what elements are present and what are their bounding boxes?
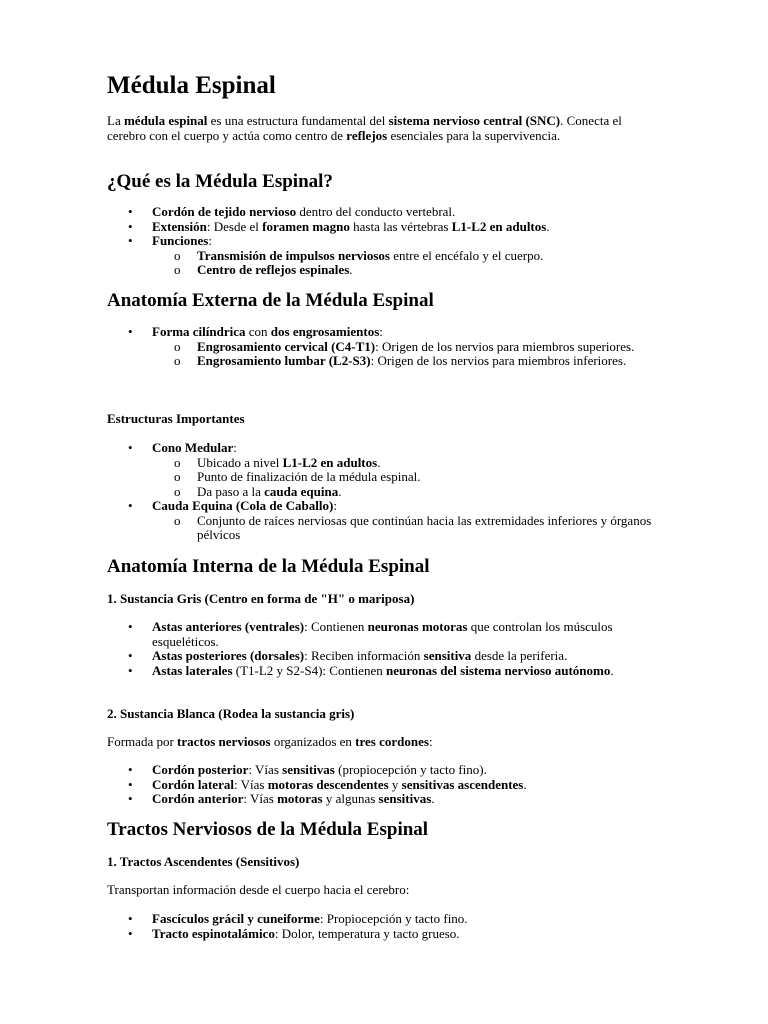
- list-subitem: o Transmisión de impulsos nerviosos entre el encéfalo y el cuerpo.: [107, 249, 667, 264]
- list-item: • Extensión: Desde el foramen magno hasta las vértebras L1-L2 en adultos.: [107, 220, 667, 235]
- list-item: • Fascículos grácil y cuneiforme: Propiocepción y tacto fino.: [107, 912, 667, 927]
- list-item: • Cono Medular:: [107, 441, 667, 456]
- list-estructuras: [107, 441, 667, 543]
- section-heading-que-es: ¿Qué es la Médula Espinal?: [107, 171, 333, 192]
- list-subitem: o Ubicado a nivel L1-L2 en adultos.: [107, 456, 667, 471]
- list-item: • Cordón anterior: Vías motoras y algunas sensitivas.: [107, 792, 667, 807]
- list-item: • Cordón de tejido nervioso dentro del conducto vertebral.: [107, 205, 667, 220]
- list-item: • Cordón posterior: Vías sensitivas (propiocepción y tacto fino).: [107, 763, 667, 778]
- paragraph-sustancia-blanca: Formada por tractos nerviosos organizados en tres cordones:: [107, 734, 433, 749]
- subheading-sustancia-gris: 1. Sustancia Gris (Centro en forma de "H" o mariposa): [107, 591, 415, 606]
- list-tractos-ascendentes: [107, 912, 667, 941]
- list-subitem: o Engrosamiento cervical (C4-T1): Origen de los nervios para miembros superiores.: [107, 340, 637, 355]
- paragraph-tractos: Transportan información desde el cuerpo hacia el cerebro:: [107, 882, 410, 897]
- section-heading-anatomia-externa: Anatomía Externa de la Médula Espinal: [107, 290, 434, 311]
- list-subitem: o Centro de reflejos espinales.: [107, 263, 667, 278]
- subheading-tractos-ascendentes: 1. Tractos Ascendentes (Sensitivos): [107, 854, 300, 869]
- list-anatomia-externa: [107, 325, 637, 369]
- list-item: • Funciones:: [107, 234, 667, 249]
- list-subitem: o Punto de finalización de la médula espinal.: [107, 470, 667, 485]
- list-item: • Cauda Equina (Cola de Caballo):: [107, 499, 667, 514]
- section-heading-tractos: Tractos Nerviosos de la Médula Espinal: [107, 819, 429, 840]
- intro-paragraph: La médula espinal es una estructura fundamental del sistema nervioso central (SNC). Conecta el cerebro con el cuerpo y actúa como centro de reflejos esenciales para la supervivencia.: [107, 113, 622, 143]
- list-item: • Astas laterales (T1-L2 y S2-S4): Contienen neuronas del sistema nervioso autónomo.: [107, 664, 637, 679]
- list-subitem: o Conjunto de raíces nerviosas que continúan hacia las extremidades inferiores y órganos pélvicos: [107, 514, 667, 543]
- list-sustancia-gris: [107, 620, 637, 678]
- list-subitem: o Da paso a la cauda equina.: [107, 485, 667, 500]
- subheading-sustancia-blanca: 2. Sustancia Blanca (Rodea la sustancia gris): [107, 706, 355, 721]
- list-item: • Forma cilíndrica con dos engrosamientos:: [107, 325, 637, 340]
- list-subitem: o Engrosamiento lumbar (L2-S3): Origen de los nervios para miembros inferiores.: [107, 354, 637, 369]
- section-heading-anatomia-interna: Anatomía Interna de la Médula Espinal: [107, 556, 430, 577]
- list-cordones: [107, 763, 667, 807]
- list-que-es: [107, 205, 667, 278]
- page-title: Médula Espinal: [107, 72, 276, 99]
- subheading-estructuras: Estructuras Importantes: [107, 411, 245, 426]
- list-item: • Cordón lateral: Vías motoras descendentes y sensitivas ascendentes.: [107, 778, 667, 793]
- list-item: • Tracto espinotalámico: Dolor, temperatura y tacto grueso.: [107, 927, 667, 942]
- list-item: • Astas anteriores (ventrales): Contienen neuronas motoras que controlan los músculos esqueléticos.: [107, 620, 637, 649]
- list-item: • Astas posteriores (dorsales): Reciben información sensitiva desde la periferia.: [107, 649, 637, 664]
